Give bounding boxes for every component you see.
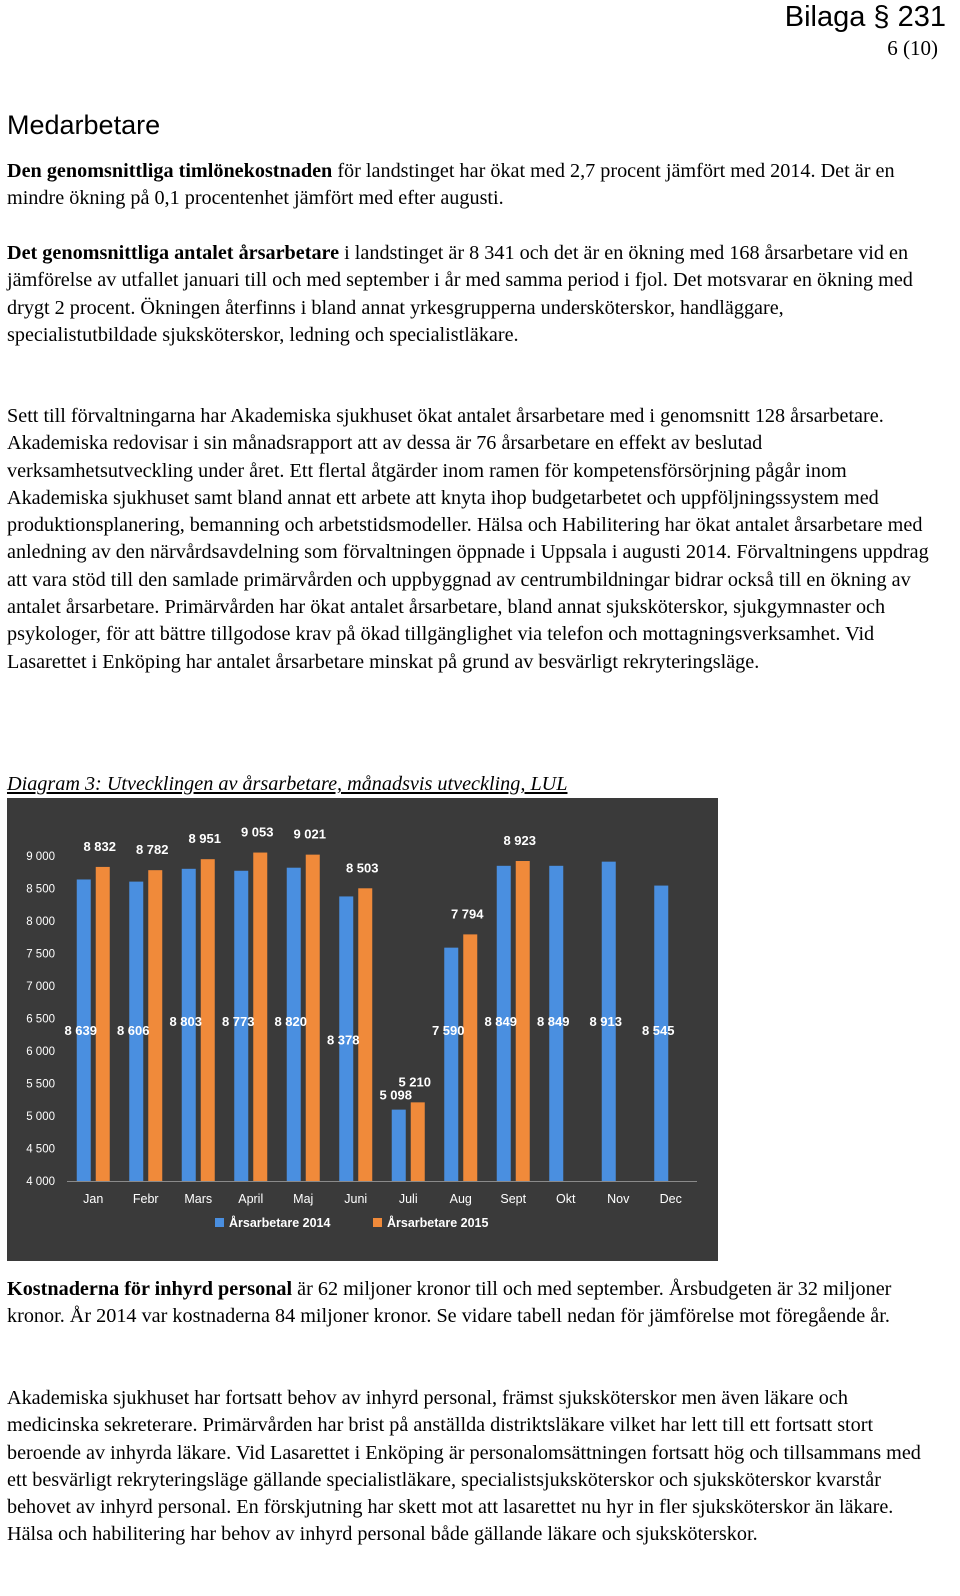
- data-label-2015: 5 210: [398, 1074, 432, 1090]
- data-label-2014: 8 913: [589, 1013, 623, 1029]
- chart-svg: [7, 798, 718, 1261]
- data-label-2014: 8 773: [221, 1013, 255, 1029]
- data-label-2015: 8 782: [135, 842, 169, 858]
- x-tick-label: Jan: [83, 1192, 104, 1206]
- bar-2014: [392, 1110, 406, 1181]
- data-label-2015: 8 832: [83, 838, 117, 854]
- data-label-2014: 8 639: [64, 1022, 98, 1038]
- data-label-2014: 7 590: [431, 1022, 465, 1038]
- data-label-2015: 8 503: [345, 860, 379, 876]
- y-tick-label: 4 000: [26, 1176, 55, 1188]
- data-label-2014: 8 606: [116, 1022, 150, 1038]
- bar-2015: [358, 888, 372, 1181]
- x-tick-label: Dec: [659, 1192, 682, 1206]
- paragraph-lead: Det genomsnittliga antalet årsarbetare: [7, 242, 340, 264]
- data-label-2014: 8 849: [536, 1013, 570, 1029]
- paragraph-lead: Kostnaderna för inhyrd personal: [7, 1278, 293, 1300]
- x-tick-label: Nov: [607, 1192, 630, 1206]
- paragraph-hourly-cost: [7, 158, 937, 213]
- data-label-2014: 8 545: [641, 1022, 675, 1038]
- legend-swatch: [215, 1218, 224, 1227]
- y-tick-label: 6 500: [26, 1013, 55, 1026]
- y-tick-label: 5 000: [26, 1111, 55, 1123]
- bar-2015: [411, 1102, 425, 1181]
- y-tick-label: 8 000: [26, 916, 55, 928]
- x-tick-label: Juni: [344, 1192, 368, 1206]
- x-tick-label: Febr: [132, 1192, 159, 1206]
- y-tick-label: 5 500: [26, 1078, 55, 1091]
- y-tick-label: 9 000: [26, 851, 55, 863]
- data-label-2015: 8 923: [503, 833, 537, 849]
- y-tick-label: 4 500: [26, 1143, 55, 1156]
- data-label-2015: 7 794: [450, 906, 484, 922]
- legend-swatch: [373, 1218, 382, 1227]
- paragraph-text: i landstinget är 8 341 och det är en ökning med 168 årsarbetare vid en jämförelse av utfallet januari till och med september i år med samma period i fjol. Det motsvarar en ökning med drygt 2 procent. Ökningen återfinns i bland annat yrkesgrupperna undersköterskor, handläggare, specialistutbildade sjuksköterskor, ledning och specialistläkare.: [7, 242, 913, 346]
- x-tick-label: April: [238, 1192, 264, 1206]
- appendix-title: Bilaga § 231: [784, 1, 946, 33]
- x-tick-label: Maj: [293, 1192, 314, 1206]
- section-heading: Medarbetare: [7, 110, 161, 140]
- x-tick-label: Okt: [556, 1192, 576, 1206]
- bar-2015: [253, 853, 267, 1181]
- y-tick-label: 8 500: [26, 883, 55, 896]
- legend-label: Årsarbetare 2015: [387, 1216, 489, 1230]
- data-label-2014: 8 820: [274, 1013, 308, 1029]
- data-label-2015: 9 021: [293, 826, 327, 842]
- data-label-2014: 5 098: [379, 1087, 413, 1103]
- y-tick-label: 6 000: [26, 1046, 55, 1058]
- data-label-2014: 8 849: [484, 1013, 518, 1029]
- bar-2015: [306, 855, 320, 1181]
- legend-label: Årsarbetare 2014: [229, 1216, 331, 1230]
- data-label-2015: 9 053: [240, 824, 274, 840]
- paragraph-administrations: [7, 403, 937, 676]
- diagram-caption: Diagram 3: Utvecklingen av årsarbetare, månadsvis utveckling, LUL: [7, 773, 568, 795]
- paragraph-text: Akademiska sjukhuset har fortsatt behov av inhyrd personal, främst sjuksköterskor men även läkare och medicinska sekreterare. Primärvården har brist på anställda distriktsläkare vilket har lett till ett fortsatt stort beroende av inhyrda läkare. Vid Lasarettet i Enköping är personalomsättningen fortsatt hög och tillsammans med ett besvärligt rekryteringsläge gällande specialistläkare, specialistsjuksköterskor och sjuksköterskor kvarstår behovet av inhyrd personal. En förskjutning har skett mot att lasarettet nu hyr in fler sjuksköterskor än läkare. Hälsa och habilitering har behov av inhyrd personal både gällande läkare och sjuksköterskor.: [7, 1387, 921, 1546]
- paragraph-lead: Den genomsnittliga timlönekostnaden: [7, 160, 333, 182]
- y-tick-label: 7 000: [26, 981, 55, 993]
- bar-2015: [463, 934, 477, 1181]
- x-tick-label: Sept: [500, 1192, 527, 1206]
- paragraph-text: Sett till förvaltningarna har Akademiska sjukhuset ökat antalet årsarbetare med i genomsnitt 128 årsarbetare. Akademiska redovisar i sin månadsrapport att av dessa är 76 årsarbetare en effekt av beslutad verksamhetsutveckling under året. Ett flertal åtgärder inom ramen för kompetensförsörjning pågår inom Akademiska sjukhuset samt bland annat ett arbete att knyta ihop budgetarbetet och uppföljningssystem med produktionsplanering, bemanning och arbetstidsmodeller. Hälsa och Habilitering har ökat antalet årsarbetare med anledning av den närvårdsavdelning som förvaltningen öppnade i Uppsala i augusti 2014. Förvaltningens uppdrag att vara stöd till den samlade primärvården och uppbyggnad av centrumbildningar bidrar också till en ökning av antalet årsarbetare. Primärvården har ökat antalet årsarbetare, bland annat sjuksköterskor, sjukgymnaster och psykologer, för att bättre tillgodose krav på ökad tillgänglighet via telefon och mottagningsverksamhet. Vid Lasarettet i Enköping har antalet årsarbetare minskat på grund av besvärligt rekryteringsläge.: [7, 405, 929, 673]
- paragraph-text: är 62 miljoner kronor till och med september. Årsbudgeten är 32 miljoner kronor. År 2014 var kostnaderna 84 miljoner kronor. Se vidare tabell nedan för jämförelse mot föregående år.: [7, 1278, 892, 1328]
- bar-2014: [444, 948, 458, 1181]
- data-label-2014: 8 803: [169, 1013, 203, 1029]
- bar-2015: [96, 867, 110, 1181]
- data-label-2015: 8 951: [188, 831, 222, 847]
- paragraph-hired-staff-cost: [7, 1276, 937, 1331]
- x-tick-label: Juli: [398, 1192, 418, 1206]
- paragraph-text: för landstinget har ökat med 2,7 procent jämfört med 2014. Det är en mindre ökning på 0,1 procentenhet jämfört med efter augusti.: [7, 160, 895, 210]
- paragraph-hired-staff-need: [7, 1385, 937, 1549]
- bar-2015: [516, 861, 530, 1181]
- data-label-2014: 8 378: [326, 1032, 360, 1048]
- page-number: 6 (10): [887, 36, 938, 60]
- bar-2015: [148, 870, 162, 1181]
- x-tick-label: Aug: [449, 1192, 472, 1206]
- x-tick-label: Mars: [184, 1192, 213, 1206]
- paragraph-fte-total: [7, 240, 937, 349]
- fte-chart: [7, 798, 718, 1261]
- bar-2015: [201, 859, 215, 1181]
- y-tick-label: 7 500: [26, 948, 55, 961]
